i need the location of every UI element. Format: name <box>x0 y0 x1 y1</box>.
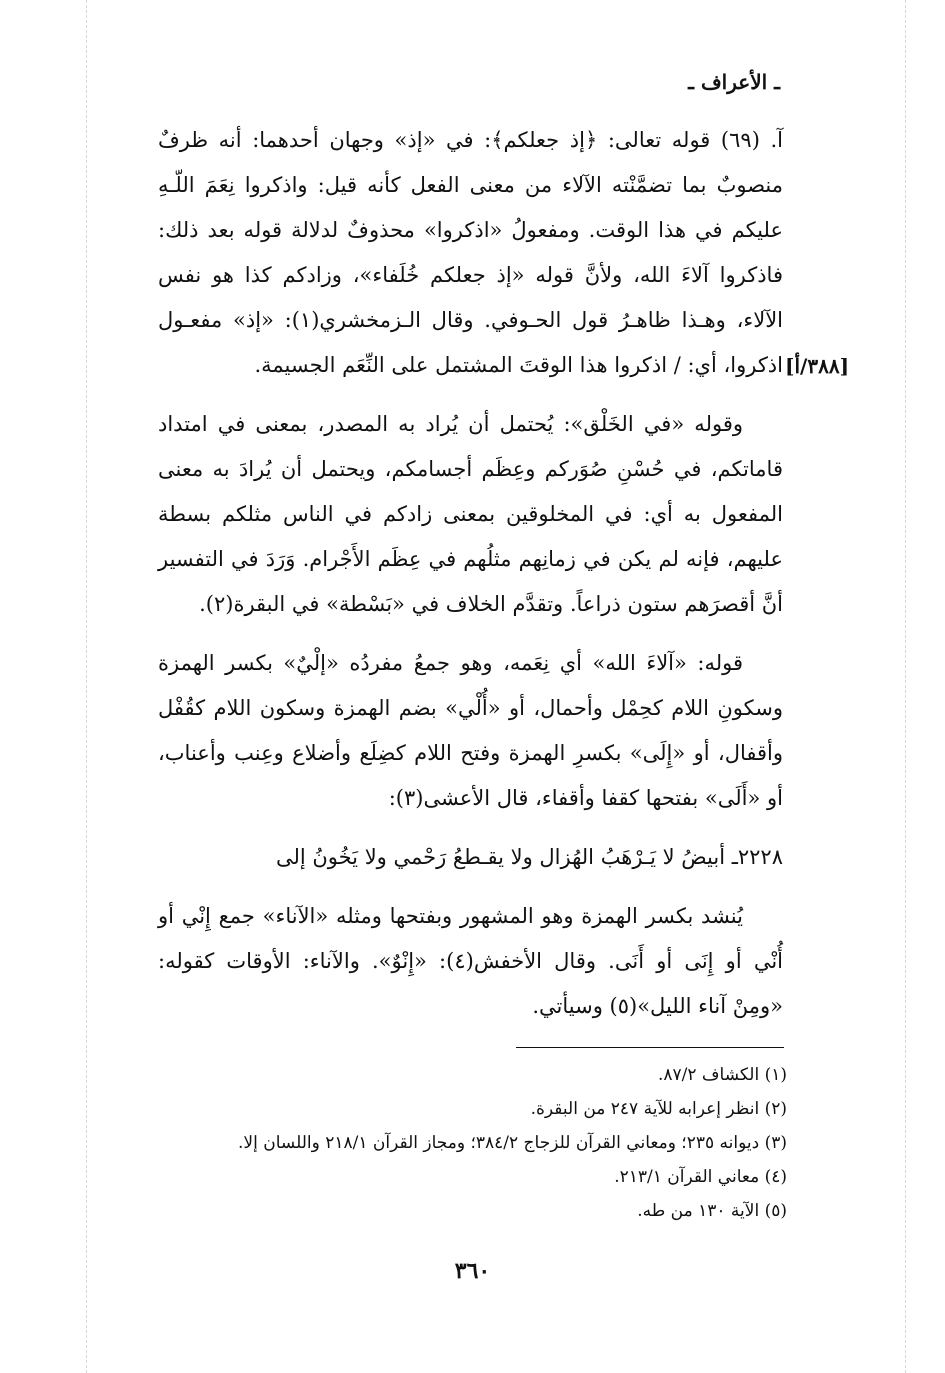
footnotes <box>120 1058 787 1228</box>
footnote-item: (٥) الآية ١٣٠ من طه. <box>637 1201 787 1221</box>
paragraph-al-ana: يُنشد بكسر الهمزة وهو المشهور وبفتحها ومثله «الآناء» جمع إِنْي أو أُنْي أو إِنَى أو أَنَى. وقال الأخفش(٤): «إِنْوٌ». والآناء: الأوقات كقوله: «ومِنْ آناء الليل»(٥) وسيأتي. <box>158 904 784 1018</box>
scan-guide-line <box>905 0 906 1373</box>
paragraph-verse-69: آ. (٦٩) قوله تعالى: ﴿إذ جعلكم﴾: في «إذ» وجهان أحدهما: أنه ظرفٌ منصوبٌ بما تضمَّنْته الآلاء من معنى الفعل كأنه قيل: واذكروا نِعَمَ اللّـهِ عليكم في هذا الوقت. ومفعولُ «اذكروا» محذوفٌ لدلالة قوله بعد ذلك: فاذكروا آلاءَ الله، ولأنَّ قوله «إذ جعلكم خُلَفاء»، وزادكم كذا هو نفس الآلاء، وهـذا ظاهـرُ قول الحـوفي. وقال الـزمخشري(١): «إذ» مفعـول اذكروا، أي: / اذكروا هذا الوقتَ المشتمل على النِّعَم الجسيمة. <box>158 128 784 377</box>
manuscript-folio-note: [٣٨٨/أ] <box>785 354 850 378</box>
paragraph-fi-al-khalq: وقوله «في الخَلْق»: يُحتمل أن يُراد به المصدر، بمعنى في امتداد قاماتكم، في حُسْنِ صُوَركم وعِظَم أجسامكم، ويحتمل أن يُرادَ به معنى المفعول به أي: في المخلوقين بمعنى زادكم في الناس مثلكم بسطة عليهم، فإنه لم يكن في زمانِهم مثلُهم في عِظَم الأَجْرام. وَرَدَ في التفسير أنَّ أقصرَهم ستون ذراعاً. وتقدَّم الخلاف في «بَسْطة» في البقرة(٢). <box>158 412 783 616</box>
page-number: ٣٦٠ <box>454 1258 491 1284</box>
footnote-separator <box>516 1047 784 1048</box>
main-text <box>158 118 783 1043</box>
footnote-item: (١) الكشاف ٨٧/٢. <box>657 1065 787 1085</box>
poetry-verse-2228: ٢٢٢٨ـ أبيضُ لا يَـرْهَبُ الهُزال ولا يقـطعُ رَحْمي ولا يَخُونُ إلى <box>275 845 783 869</box>
running-header: ـ الأعراف ـ <box>688 70 780 94</box>
scan-guide-line <box>86 0 87 1373</box>
paragraph-ala-allah: قوله: «آلاءَ الله» أي نِعَمه، وهو جمعُ مفردُه «إلْيٌ» بكسر الهمزة وسكونِ اللام كحِمْل وأحمال، أو «أُلْي» بضم الهمزة وسكون اللام كقُفْل وأقفال، أو «إِلَى» بكسرِ الهمزة وفتح اللام كضِلَع وأضلاع وعِنب وأعناب، أو «أَلَى» بفتحها كقفا وأقفاء، قال الأعشى(٣): <box>158 651 783 810</box>
footnote-item: (٣) ديوانه ٢٣٥؛ ومعاني القرآن للزجاج ٣٨٤/٢؛ ومجاز القرآن ٢١٨/١ واللسان إلا. <box>238 1133 787 1153</box>
footnote-item: (٤) معاني القرآن ٢١٣/١. <box>614 1167 787 1187</box>
footnote-item: (٢) انظر إعرابه للآية ٢٤٧ من البقرة. <box>530 1099 787 1119</box>
